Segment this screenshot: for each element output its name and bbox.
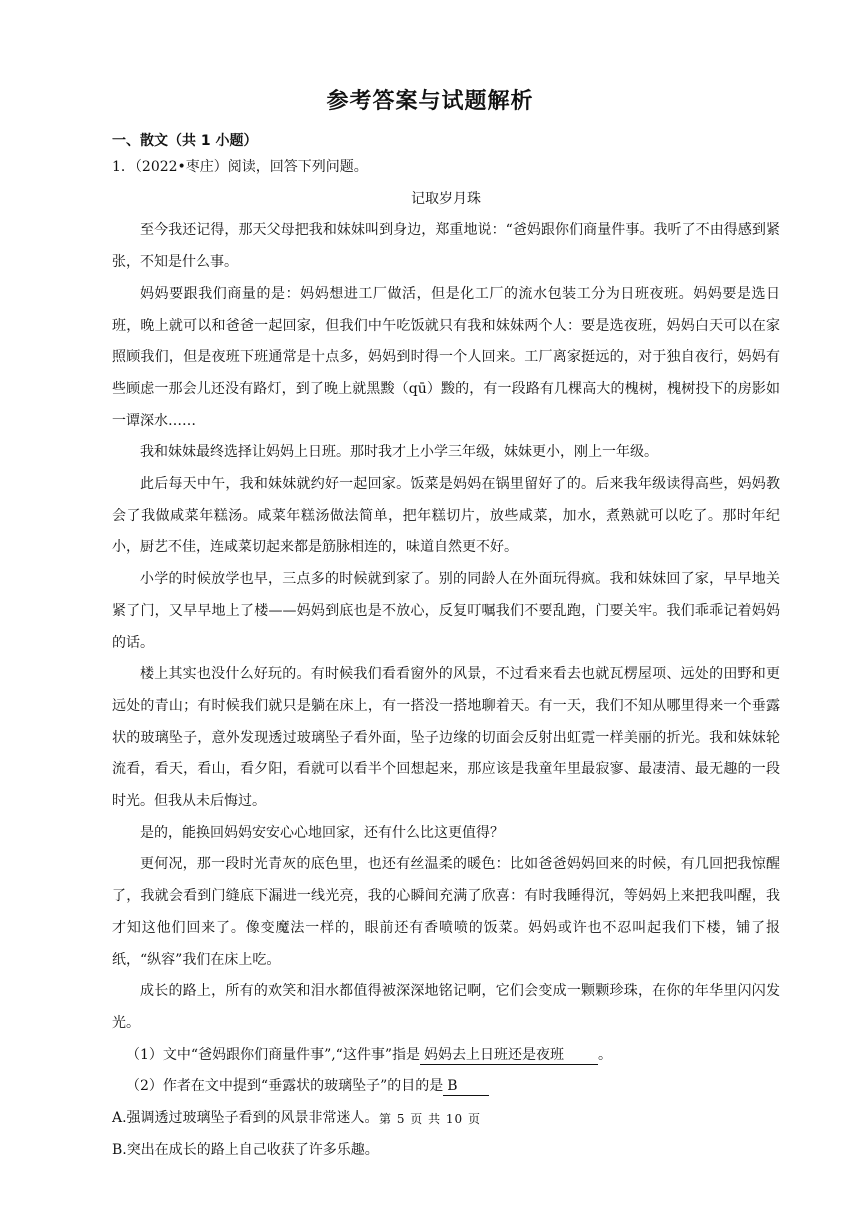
paragraph: 小学的时候放学也早，三点多的时候就到家了。别的同龄人在外面玩得疯。我和妹妹回了家，早早地关紧了门，又早早地上了楼——妈妈到底也是不放心，反复叮嘱我们不要乱跑，门要关牢。我们乖乖记着妈妈的话。 bbox=[112, 571, 780, 651]
paragraph: 是的，能换回妈妈安安心心地回家，还有什么比这更值得？ bbox=[140, 824, 504, 841]
paragraph: 妈妈要跟我们商量的是：妈妈想进工厂做活，但是化工厂的流水包装工分为日班夜班。妈妈要是选日班，晚上就可以和爸爸一起回家，但我们中午吃饭就只有我和妹妹两个人：要是选夜班，妈妈白天可以在家照顾我们，但是夜班下班通常是十点多，妈妈到时得一个人回来。工厂离家挺远的，对于独自夜行，妈妈有些顾虑一那会儿还没有路灯，到了晚上就黑黢（qū）黢的，有一段路有几棵高大的槐树，槐树投下的房影如一谭深水…… bbox=[112, 285, 780, 429]
answer-blank-2: B bbox=[443, 1077, 489, 1096]
sub-question-1-suffix: 。 bbox=[598, 1046, 612, 1063]
paragraph: 成长的路上，所有的欢笑和泪水都值得被深深地铭记啊，它们会变成一颗颗珍珠，在你的年华里闪闪发光。 bbox=[112, 983, 780, 1031]
paragraph: 至今我还记得，那天父母把我和妹妹叫到身边，郑重地说：“爸妈跟你们商量件事。我听了不由得感到紧张，不知是什么事。 bbox=[112, 222, 780, 271]
question-stem: 1．（2022•枣庄）阅读，回答下列问题。 bbox=[112, 159, 368, 175]
option-b: B.突出在成长的路上自己收获了许多乐趣。 bbox=[112, 1141, 379, 1158]
answer-blank-1: 妈妈去上日班还是夜班 bbox=[420, 1046, 598, 1065]
paragraph: 更何况，那一段时光青灰的底色里，也还有丝温柔的暖色：比如爸爸妈妈回来的时候，有几回把我惊醒了，我就会看到门缝底下漏进一线光亮，我的心瞬间充满了欣喜：有时我睡得沉，等妈妈上来把我叫醒，我才知这他们回来了。像变魔法一样的，眼前还有香喷喷的饭菜。妈妈或许也不忍叫起我们下楼，铺了报纸，“纵容”我们在床上吃。 bbox=[112, 856, 780, 968]
paragraph: 楼上其实也没什么好玩的。有时候我们看看窗外的风景，不过看来看去也就瓦楞屋项、远处的田野和更远处的青山；有时候我们就只是躺在床上，有一搭没一搭地聊着天。有一天，我们不知从哪里得来一个垂露状的玻璃坠子，意外发现透过玻璃坠子看外面，坠子边缘的切面会反射出虹霓一样美丽的折光。我和妹妹轮流看，看天，看山，看夕阳，看就可以看半个回想起来，那应该是我童年里最寂寥、最凄清、最无趣的一段时光。但我从未后悔过。 bbox=[112, 666, 780, 810]
paragraph: 此后每天中午，我和妹妹就约好一起回家。饭菜是妈妈在锅里留好了的。后来我年级读得高些，妈妈教会了我做咸菜年糕汤。咸菜年糕汤做法简单，把年糕切片，放些咸菜，加水，煮熟就可以吃了。那时年纪小，厨艺不佳，连咸菜切起来都是筋脉相连的，味道自然更不好。 bbox=[112, 476, 780, 556]
option-a: A.强调透过玻璃坠子看到的风景非常迷人。 bbox=[112, 1110, 379, 1127]
page-footer: 第 5 页 共 10 页 bbox=[379, 1112, 481, 1126]
story-title: 记取岁月珠 bbox=[411, 190, 481, 207]
sub-question-2-prompt: （2）作者在文中提到“垂露状的玻璃坠子”的目的是 bbox=[126, 1078, 444, 1095]
section-heading: 一、散文（共 1 小题） bbox=[112, 133, 258, 149]
page-title: 参考答案与试题解析 bbox=[326, 89, 534, 114]
paragraph: 我和妹妹最终选择让妈妈上日班。那时我才上小学三年级，妹妹更小，刚上一年级。 bbox=[140, 444, 658, 461]
sub-question-2 bbox=[112, 1071, 780, 1103]
sub-question-1-prompt: （1）文中“爸妈跟你们商量件事”,“这件事”指是 bbox=[126, 1046, 420, 1063]
document-body bbox=[112, 152, 780, 1167]
sub-question-1 bbox=[112, 1040, 780, 1072]
